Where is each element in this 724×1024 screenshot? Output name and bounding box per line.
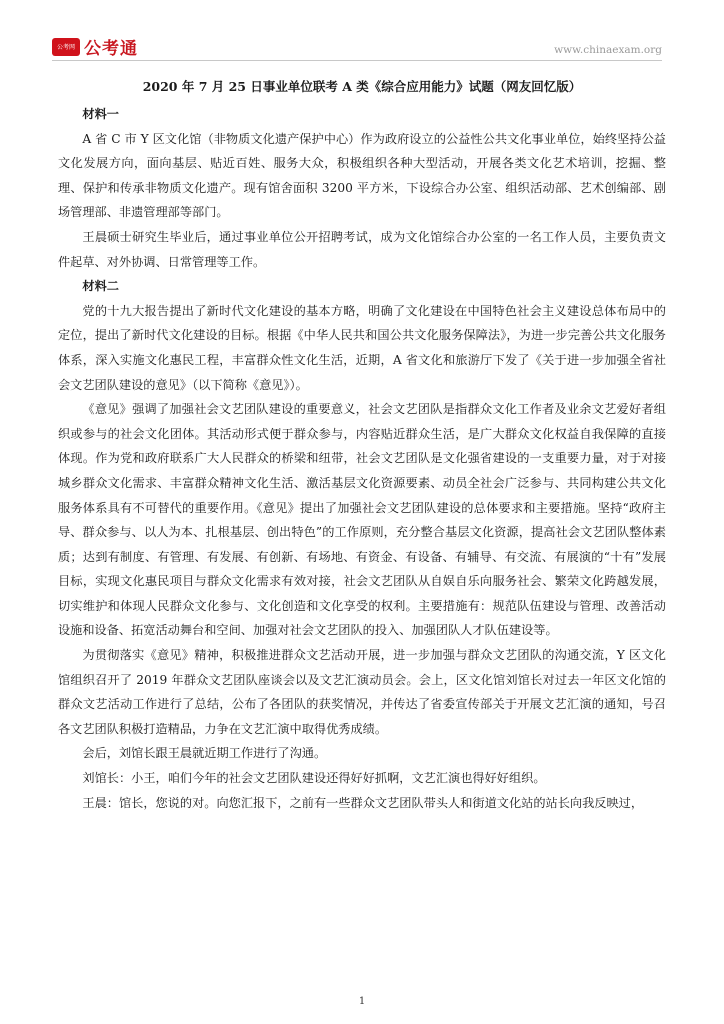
header-divider [52,60,662,61]
logo-badge-icon: 公考网 [52,38,80,56]
paragraph: 党的十九大报告提出了新时代文化建设的基本方略，明确了文化建设在中国特色社会主义建设总体布局中的定位，提出了新时代文化建设的目标。根据《中华人民共和国公共文化服务保障法》，为进一步完善公共文化服务体系，深入实施文化惠民工程，丰富群众性文化生活，近期，A 省文化和旅游厅下发了《关于进一步加强全省社会文艺团队建设的意见》（以下简称《意见》）。 [58,303,666,392]
dialogue-line: 刘馆长：小王，咱们今年的社会文艺团队建设还得好好抓啊，文艺汇演也得好好组织。 [82,771,546,786]
page-header [0,0,724,60]
section-heading: 材料一 [82,107,119,121]
dialogue-line: 王晨：馆长，您说的对。向您汇报下，之前有一些群众文艺团队带头人和街道文化站的站长向我反映过， [82,795,644,810]
site-logo[interactable] [52,34,138,59]
document-body [58,76,666,815]
paragraph: 王晨硕士研究生毕业后，通过事业单位公开招聘考试，成为文化馆综合办公室的一名工作人员，主要负责文件起草、对外协调、日常管理等工作。 [58,229,666,269]
paragraph: 为贯彻落实《意见》精神，积极推进群众文艺活动开展，进一步加强与群众文艺团队的沟通交流，Y 区文化馆组织召开了 2019 年群众文艺团队座谈会以及文艺汇演动员会。会上，区文化馆刘馆长对过去一年区文化馆的群众文艺活动工作进行了总结，公布了各团队的获奖情况，并传达了省委宣传部关于开展文艺汇演的通知，号召各文艺团队积极打造精品，力争在文艺汇演中取得优秀成绩。 [58,648,666,736]
section-heading: 材料二 [82,279,119,294]
paragraph: 《意见》强调了加强社会文艺团队建设的重要意义，社会文艺团队是指群众文化工作者及业余文艺爱好者组织或参与的社会文化团体。其活动形式便于群众参与，内容贴近群众生活，是广大群众文化权益自我保障的直接体现。作为党和政府联系广大人民群众的桥梁和纽带，社会文艺团队是文化强省建设的一支重要力量，对于对接城乡群众文化需求、丰富群众精神文化生活、激活基层文化资源要素、动员全社会广泛参与、共同构建公共文化服务体系具有不可替代的重要作用。《意见》提出了加强社会文艺团队建设的总体要求和主要措施。坚持“政府主导、群众参与、以人为本、扎根基层、创出特色”的工作原则，充分整合基层文化资源，提高社会文艺团队整体素质；达到有制度、有管理、有发展、有创新、有场地、有资金、有设备、有辅导、有交流、有展演的“十有”发展目标，实现文化惠民项目与群众文化需求有效对接，社会文艺团队从自娱自乐向服务社会、繁荣文化跨越发展，切实维护和体现人民群众文化参与、文化创造和文化享受的权利。主要措施有：规范队伍建设与管理、改善活动设施和设备、拓宽活动舞台和空间、加强对社会文艺团队的投入、加强团队人才队伍建设等。 [58,402,666,638]
site-url[interactable]: www.chinaexam.org [554,44,662,56]
page-number: 1 [358,996,366,1007]
paragraph: 会后，刘馆长跟王晨就近期工作进行了沟通。 [82,746,327,761]
logo-text: 公考通 [84,39,138,59]
paragraph: A 省 C 市 Y 区文化馆（非物质文化遗产保护中心）作为政府设立的公益性公共文化事业单位，始终坚持公益文化发展方向，面向基层、贴近百姓、服务大众，积极组织各种大型活动，开展各类文化艺术培训，挖掘、整理、保护和传承非物质文化遗产。现有馆舍面积 3200 平方米，下设综合办公室、组织活动部、艺术创编部、剧场管理部、非遗管理部等部门。 [58,131,666,220]
document-title: 2020 年 7 月 25 日事业单位联考 A 类《综合应用能力》试题（网友回忆版） [142,79,582,94]
